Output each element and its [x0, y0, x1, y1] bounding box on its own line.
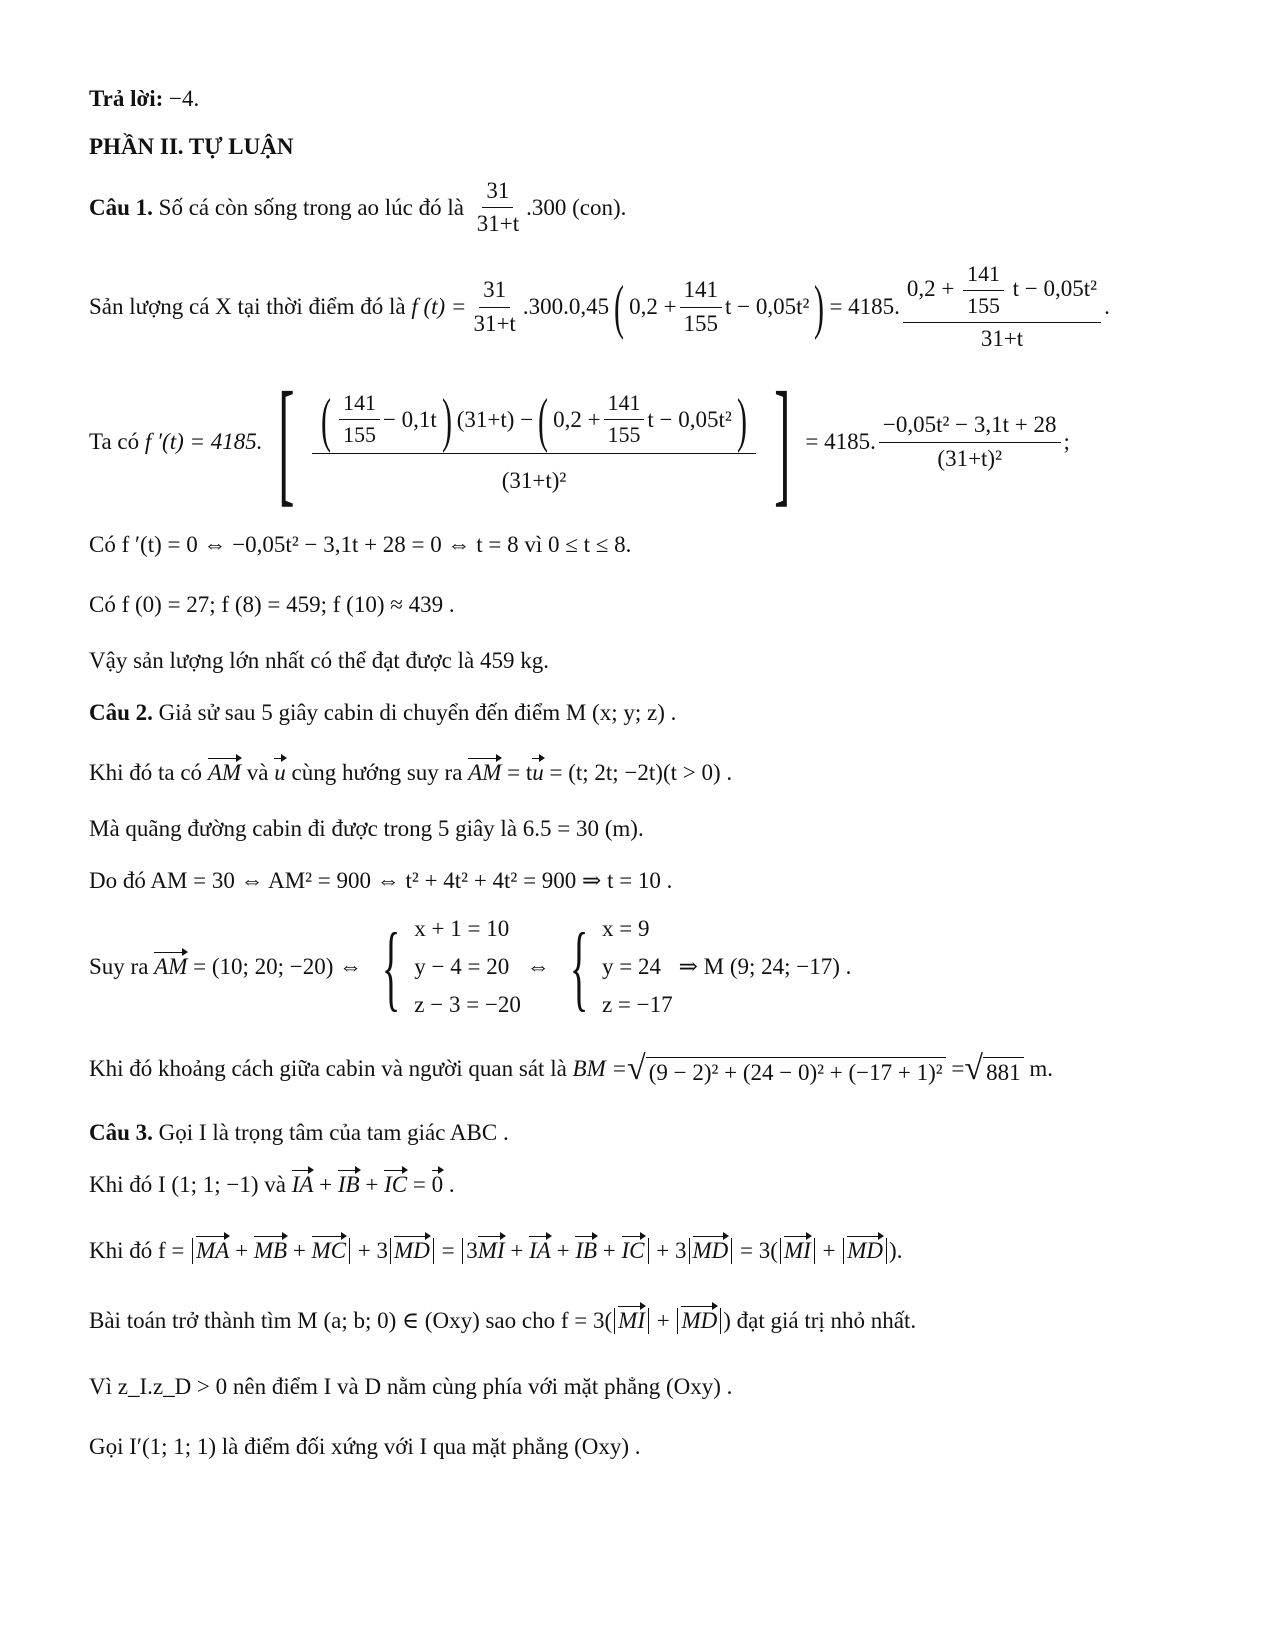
cau2-l5c: ⇒ M (9; 24; −17) .: [678, 954, 852, 979]
sys1-row: x + 1 = 10: [414, 916, 510, 941]
cau2-line4: [89, 868, 672, 894]
abs-md: [390, 1238, 434, 1264]
cau3-l4b: đạt giá trị nhỏ nhất.: [736, 1308, 917, 1333]
paren-close: ): [736, 386, 747, 453]
abs-sum-1: MA + MB + MC: [192, 1238, 350, 1264]
cau1-label: Câu 1.: [89, 194, 153, 220]
vector-am: AM: [154, 954, 188, 979]
abs-md: [843, 1238, 887, 1264]
coef-3: 3: [466, 1238, 478, 1263]
l3-part3a: 0,2 +: [553, 406, 601, 432]
cau3-l4a: Bài toán trở thành tìm M (a; b; 0) ∈ (Oxy) sao cho f = 3: [89, 1308, 605, 1333]
frac-den: 31+t: [476, 211, 520, 237]
inner-frac: [963, 262, 1004, 319]
vector-am: AM: [468, 760, 502, 785]
vector-ia: IA: [529, 1238, 551, 1263]
vector-ia: IA: [291, 1172, 314, 1197]
vector-u: u: [532, 760, 544, 785]
brace: {: [382, 913, 401, 1020]
bignum-b: t − 0,05t²: [1012, 275, 1098, 301]
vector-mi: MI: [783, 1238, 811, 1263]
frac-den: 155: [683, 310, 719, 336]
cau2-l1: Giả sử sau 5 giây cabin di chuyển đến điểm M (x; y; z) .: [158, 700, 677, 725]
cau2-line2: [89, 760, 732, 786]
section-title-text: PHẦN II. TỰ LUẬN: [89, 134, 294, 159]
cau2-l6b: BM =: [572, 1056, 628, 1081]
vector-ic: IC: [621, 1238, 645, 1263]
cau1-l3-end: ;: [1063, 429, 1070, 454]
function-f: f (t) =: [411, 294, 467, 320]
vector-u: u: [274, 760, 286, 785]
answer-label: Trả lời:: [89, 86, 164, 111]
frac-den: 155: [967, 294, 1000, 319]
l3-num: [312, 386, 756, 454]
cau1-l2-bigfrac: [903, 262, 1101, 353]
cau3-line4: Bài toán trở thành tìm M (a; b; 0) ∈ (Oxy) sao cho f = 3 ( MI + MD ) đạt giá trị nhỏ nhất.: [89, 1308, 917, 1333]
cau1-l2-eq: = 4185.: [829, 294, 900, 320]
coef-3: 3: [376, 1238, 389, 1263]
abs-md: [677, 1308, 721, 1334]
brace: {: [569, 913, 589, 1020]
cau2-l2d: = t: [507, 760, 533, 785]
cau1-l1-tail: .300 (con).: [526, 194, 627, 220]
vector-md: MD: [692, 1238, 729, 1263]
bracket-open: [: [277, 364, 295, 519]
l3-den: (31+t)²: [501, 467, 567, 493]
vector-ib: IB: [575, 1238, 598, 1263]
coef-3: 3: [758, 1238, 771, 1263]
l3-part3b: t − 0,05t²: [647, 406, 732, 432]
cau3-line3: Khi đó f = MA + MB + MC + 3 MD = 3MI + IA + IB + IC + 3 MD = 3 ( MI + MD ).: [89, 1238, 903, 1263]
cau2-l3: Mà quãng đường cabin đi được trong 5 giây là 6.5 = 30 (m).: [89, 816, 644, 841]
cau1-line5: [89, 592, 455, 618]
cau2-l5a: Suy ra: [89, 954, 149, 979]
rfrac-num: −0,05t² − 3,1t + 28: [879, 412, 1061, 442]
cau3-label: Câu 3.: [89, 1120, 153, 1145]
vector-mi: MI: [477, 1238, 505, 1263]
bracket-close: ]: [773, 364, 791, 519]
cau1-l3-rfrac: [879, 412, 1061, 472]
sys2-row: z = −17: [601, 992, 673, 1017]
frac-num: 141: [963, 262, 1004, 291]
cau2-l6a: Khi đó khoảng cách giữa cabin và người quan sát là: [89, 1056, 567, 1081]
sys2-row: x = 9: [601, 916, 650, 941]
paren-close: ): [441, 386, 452, 453]
radicand: (9 − 2)² + (24 − 0)² + (−17 + 1)²: [646, 1057, 946, 1086]
cau2-l2b: và: [246, 760, 269, 785]
sqrt-2: [964, 1052, 1023, 1086]
cau2-l6d: m.: [1029, 1056, 1053, 1081]
vector-am: AM: [207, 760, 242, 785]
frac-den: 31+t: [473, 310, 516, 336]
radical-sign: √: [964, 1050, 984, 1087]
frac-num: 31: [479, 277, 510, 307]
cau3-l5: Vì z_I.z_D > 0 nên điểm I và D nằm cùng phía với mặt phẳng (Oxy) .: [89, 1374, 733, 1399]
cau2-l5b: = (10; 20; −20) ⇔: [193, 954, 363, 979]
frac-den: 155: [607, 423, 641, 448]
section-title: [89, 134, 293, 160]
cau1-l4: Có f ′(t) = 0 ⇔ −0,05t² − 3,1t + 28 = 0 ⇔ t = 8 vì 0 ≤ t ≤ 8.: [89, 532, 632, 557]
radicand: 881: [983, 1057, 1024, 1086]
inner-frac: [604, 391, 645, 448]
bigfrac-den: 31+t: [980, 326, 1024, 352]
cau2-l2c: cùng hướng suy ra: [291, 760, 463, 785]
cau3-l2a: Khi đó I (1; 1; −1) và: [89, 1172, 286, 1197]
cau3-l1: Gọi I là trọng tâm của tam giác ABC .: [158, 1120, 509, 1145]
vector-md: MD: [394, 1238, 430, 1263]
cau1-l2-frac2: [680, 277, 723, 337]
vector-ic: IC: [384, 1172, 408, 1197]
system-2: [556, 913, 673, 1020]
frac-num: 141: [339, 391, 380, 420]
cau3-l3a: Khi đó f =: [89, 1238, 185, 1263]
frac-den: 155: [343, 423, 376, 448]
equiv-sign: ⇔: [526, 954, 550, 979]
cau2-line3: [89, 816, 644, 842]
cau1-l2-mid: .300.0,45: [522, 294, 610, 320]
l3-part1: − 0,1t: [382, 406, 437, 432]
cau2-l6c: =: [951, 1056, 965, 1081]
cau1-l3-bigfrac: [312, 386, 756, 494]
cau2-line6: [89, 1052, 1053, 1086]
cau3-line2: Khi đó I (1; 1; −1) và IA + IB + IC = 0 .: [89, 1172, 455, 1197]
frac-num: 31: [482, 178, 513, 208]
answer-line: [89, 86, 199, 112]
cau1-l5: Có f (0) = 27; f (8) = 459; f (10) ≈ 439 .: [89, 592, 455, 617]
vector-md: MD: [847, 1238, 884, 1263]
radical-sign: √: [627, 1050, 646, 1087]
abs-sum-2: 3MI + IA + IB + IC: [462, 1238, 648, 1264]
cau3-line1: [89, 1120, 509, 1146]
paren-b: t − 0,05t²: [725, 294, 810, 320]
system-1: [368, 913, 521, 1020]
bigfrac-num: [903, 262, 1101, 323]
l3-part2: (31+t) −: [456, 406, 534, 432]
rfrac-den: (31+t)²: [937, 445, 1002, 471]
paren-a: 0,2 +: [629, 294, 677, 320]
cau1-fraction: [473, 178, 523, 238]
cau1-line1: [89, 178, 626, 238]
cau2-l2e: = (t; 2t; −2t)(t > 0) .: [549, 760, 733, 785]
paren-open: (: [538, 386, 549, 453]
cau3-line6: [89, 1434, 641, 1460]
vector-zero: 0: [431, 1172, 444, 1197]
abs-mi: [780, 1238, 815, 1264]
frac-num: 141: [604, 391, 645, 420]
vector-ib: IB: [337, 1172, 360, 1197]
cau1-line3: [89, 364, 1070, 519]
paren-close: ): [814, 274, 825, 341]
cau1-line6: [89, 648, 549, 674]
cau1-l2-frac1: [469, 277, 519, 337]
abs-md: [689, 1238, 733, 1264]
cau1-l3-eq: = 4185.: [805, 429, 876, 454]
frac-num: 141: [680, 277, 723, 307]
coef-3: 3: [675, 1238, 687, 1263]
cau2-l2a: Khi đó ta có: [89, 760, 203, 785]
cau1-l2-text: Sản lượng cá X tại thời điểm đó là: [89, 294, 406, 320]
vector-md: MD: [681, 1308, 718, 1333]
vector-mc: MC: [311, 1238, 347, 1263]
answer-value: −4.: [169, 86, 200, 111]
sqrt-1: [627, 1052, 946, 1086]
cau1-l3-text: Ta có: [89, 429, 140, 454]
inner-frac: [339, 391, 380, 448]
sys1-row: y − 4 = 20: [414, 954, 510, 979]
cau1-line2: [89, 262, 1110, 353]
cau2-line5: [89, 913, 852, 1020]
cau1-l2-end: .: [1104, 294, 1110, 320]
cau3-l6: Gọi I′(1; 1; 1) là điểm đối xứng với I qua mặt phẳng (Oxy) .: [89, 1434, 641, 1459]
derivative-f: f ′(t) = 4185.: [144, 429, 263, 454]
cau2-line1: [89, 700, 676, 726]
cau1-l6: Vậy sản lượng lớn nhất có thể đạt được là 459 kg.: [89, 648, 549, 673]
cau1-line4: [89, 532, 631, 558]
vector-ma: MA: [196, 1238, 230, 1263]
abs-mi: [614, 1308, 649, 1334]
vector-mi: MI: [618, 1308, 645, 1333]
sys2-row: y = 24: [601, 954, 661, 979]
bignum-a: 0,2 +: [906, 275, 955, 301]
vector-mb: MB: [253, 1238, 288, 1263]
cau2-label: Câu 2.: [89, 700, 153, 725]
cau1-l1-text: Số cá còn sống trong ao lúc đó là: [158, 194, 464, 220]
sys1-row: z − 3 = −20: [414, 992, 521, 1017]
paren-open: (: [614, 274, 625, 341]
cau3-line5: [89, 1374, 732, 1400]
cau2-l4: Do đó AM = 30 ⇔ AM² = 900 ⇔ t² + 4t² + 4t² = 900 ⇒ t = 10 .: [89, 868, 673, 893]
paren-open: (: [321, 386, 332, 453]
